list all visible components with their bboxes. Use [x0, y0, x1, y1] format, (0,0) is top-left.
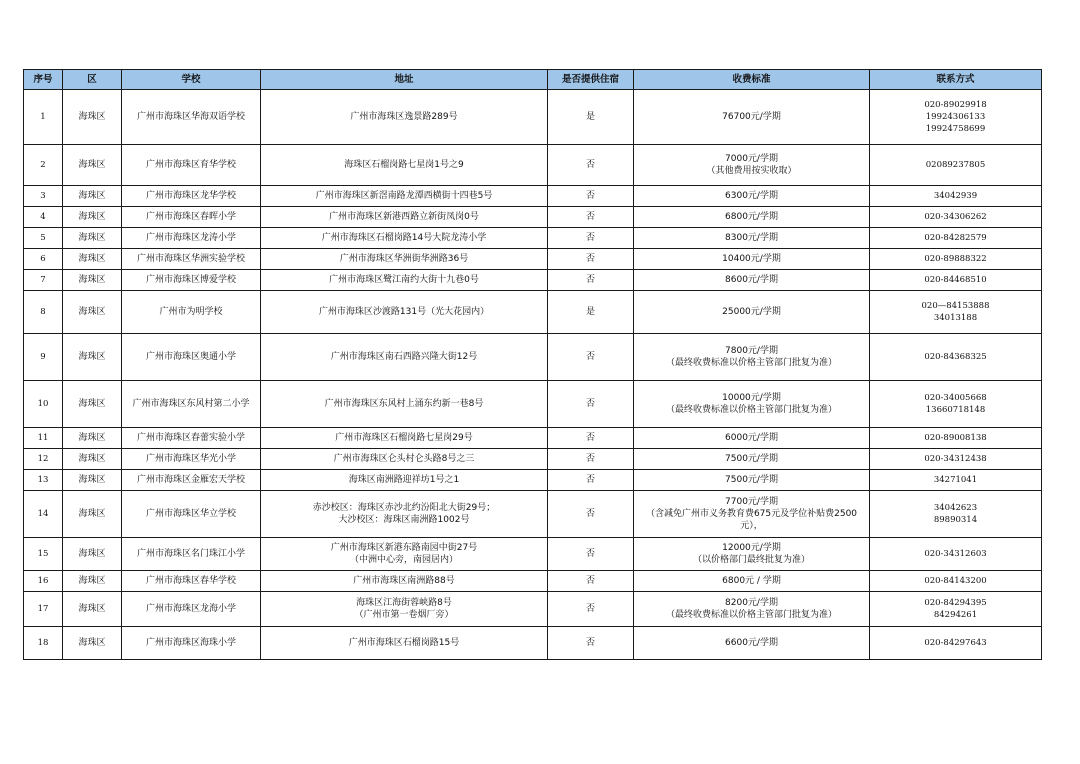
cell-district: 海珠区	[63, 90, 122, 145]
cell-fee: 7500元/学期	[634, 470, 870, 491]
cell-lodging: 否	[548, 249, 634, 270]
table-row	[24, 381, 1042, 428]
cell-district: 海珠区	[63, 145, 122, 186]
cell-contact: 020-34306262	[870, 207, 1042, 228]
cell-lodging: 否	[548, 627, 634, 660]
table-row	[24, 491, 1042, 538]
cell-district: 海珠区	[63, 449, 122, 470]
cell-no: 6	[24, 249, 63, 270]
cell-no: 16	[24, 571, 63, 592]
cell-no: 14	[24, 491, 63, 538]
cell-lodging: 否	[548, 228, 634, 249]
cell-no: 11	[24, 428, 63, 449]
cell-lodging: 否	[548, 449, 634, 470]
cell-lodging: 否	[548, 571, 634, 592]
cell-lodging: 是	[548, 90, 634, 145]
cell-school: 广州市海珠区华光小学	[122, 449, 261, 470]
cell-district: 海珠区	[63, 428, 122, 449]
cell-address: 广州市海珠区新滘南路龙潭西横街十四巷5号	[261, 186, 548, 207]
cell-contact: 020-84143200	[870, 571, 1042, 592]
cell-no: 1	[24, 90, 63, 145]
cell-lodging: 否	[548, 381, 634, 428]
cell-lodging: 否	[548, 592, 634, 627]
cell-district: 海珠区	[63, 334, 122, 381]
table-row	[24, 145, 1042, 186]
cell-district: 海珠区	[63, 491, 122, 538]
cell-fee: 8200元/学期 （最终收费标准以价格主管部门批复为准）	[634, 592, 870, 627]
cell-school: 广州市海珠区华立学校	[122, 491, 261, 538]
cell-lodging: 否	[548, 186, 634, 207]
cell-district: 海珠区	[63, 207, 122, 228]
cell-no: 8	[24, 291, 63, 334]
cell-fee: 7700元/学期 （含减免广州市义务教育费675元及学位补贴费2500元），	[634, 491, 870, 538]
cell-contact: 020-84468510	[870, 270, 1042, 291]
cell-address: 广州市海珠区华洲街华洲路36号	[261, 249, 548, 270]
cell-school: 广州市为明学校	[122, 291, 261, 334]
cell-fee: 6600元/学期	[634, 627, 870, 660]
table-row	[24, 470, 1042, 491]
cell-address: 广州市海珠区逸景路289号	[261, 90, 548, 145]
cell-school: 广州市海珠区龙华学校	[122, 186, 261, 207]
cell-district: 海珠区	[63, 538, 122, 571]
cell-no: 2	[24, 145, 63, 186]
cell-no: 7	[24, 270, 63, 291]
header-address: 地址	[261, 70, 548, 90]
table-row	[24, 291, 1042, 334]
school-fee-table-page	[23, 69, 1041, 660]
table-row	[24, 249, 1042, 270]
cell-district: 海珠区	[63, 627, 122, 660]
cell-no: 17	[24, 592, 63, 627]
cell-address: 海珠区南洲路迎祥坊1号之1	[261, 470, 548, 491]
cell-address: 广州市海珠区石榴岗路七星岗29号	[261, 428, 548, 449]
cell-no: 15	[24, 538, 63, 571]
cell-school: 广州市海珠区春晖小学	[122, 207, 261, 228]
cell-contact: 020-89029918 19924306133 19924758699	[870, 90, 1042, 145]
cell-no: 9	[24, 334, 63, 381]
cell-district: 海珠区	[63, 381, 122, 428]
cell-contact: 02089237805	[870, 145, 1042, 186]
cell-address: 广州市海珠区南石西路兴隆大街12号	[261, 334, 548, 381]
cell-school: 广州市海珠区华海双语学校	[122, 90, 261, 145]
cell-school: 广州市海珠区东风村第二小学	[122, 381, 261, 428]
cell-fee: 76700元/学期	[634, 90, 870, 145]
cell-no: 5	[24, 228, 63, 249]
school-fee-table	[23, 69, 1042, 660]
cell-address: 广州市海珠区鹭江南约大街十九巷0号	[261, 270, 548, 291]
cell-contact: 020-84294395 84294261	[870, 592, 1042, 627]
cell-lodging: 否	[548, 207, 634, 228]
cell-address: 广州市海珠区仑头村仑头路8号之三	[261, 449, 548, 470]
cell-no: 12	[24, 449, 63, 470]
cell-fee: 10000元/学期 （最终收费标准以价格主管部门批复为准）	[634, 381, 870, 428]
cell-district: 海珠区	[63, 228, 122, 249]
table-header-row	[24, 70, 1042, 90]
table-row	[24, 571, 1042, 592]
cell-lodging: 否	[548, 145, 634, 186]
cell-school: 广州市海珠区华洲实验学校	[122, 249, 261, 270]
header-no: 序号	[24, 70, 63, 90]
cell-contact: 34042623 89890314	[870, 491, 1042, 538]
table-row	[24, 592, 1042, 627]
cell-address: 广州市海珠区新港西路立新街凤岗0号	[261, 207, 548, 228]
header-contact: 联系方式	[870, 70, 1042, 90]
cell-school: 广州市海珠区名门珠江小学	[122, 538, 261, 571]
cell-school: 广州市海珠区春华学校	[122, 571, 261, 592]
cell-fee: 7800元/学期 （最终收费标准以价格主管部门批复为准）	[634, 334, 870, 381]
table-row	[24, 627, 1042, 660]
cell-school: 广州市海珠区奥通小学	[122, 334, 261, 381]
cell-fee: 25000元/学期	[634, 291, 870, 334]
cell-no: 3	[24, 186, 63, 207]
header-lodging: 是否提供住宿	[548, 70, 634, 90]
cell-no: 18	[24, 627, 63, 660]
cell-address: 海珠区石榴岗路七星岗1号之9	[261, 145, 548, 186]
cell-lodging: 否	[548, 491, 634, 538]
cell-fee: 6300元/学期	[634, 186, 870, 207]
cell-lodging: 是	[548, 291, 634, 334]
table-row	[24, 207, 1042, 228]
cell-no: 13	[24, 470, 63, 491]
cell-no: 4	[24, 207, 63, 228]
cell-address: 广州市海珠区南洲路88号	[261, 571, 548, 592]
cell-contact: 020-34312603	[870, 538, 1042, 571]
cell-district: 海珠区	[63, 470, 122, 491]
table-row	[24, 428, 1042, 449]
header-fee: 收费标准	[634, 70, 870, 90]
cell-address: 广州市海珠区新港东路南园中街27号 （中洲中心旁，南园居内）	[261, 538, 548, 571]
cell-address: 广州市海珠区石榴岗路15号	[261, 627, 548, 660]
cell-district: 海珠区	[63, 592, 122, 627]
cell-address: 赤沙校区：海珠区赤沙北约汾阳北大街29号； 大沙校区：海珠区南洲路1002号	[261, 491, 548, 538]
table-row	[24, 186, 1042, 207]
cell-fee: 8600元/学期	[634, 270, 870, 291]
cell-address: 广州市海珠区石榴岗路14号大院龙涛小学	[261, 228, 548, 249]
header-school: 学校	[122, 70, 261, 90]
table-row	[24, 270, 1042, 291]
cell-fee: 12000元/学期 （以价格部门最终批复为准）	[634, 538, 870, 571]
cell-district: 海珠区	[63, 270, 122, 291]
cell-school: 广州市海珠区龙海小学	[122, 592, 261, 627]
cell-contact: 020-89008138	[870, 428, 1042, 449]
cell-lodging: 否	[548, 470, 634, 491]
cell-contact: 020-84282579	[870, 228, 1042, 249]
table-row	[24, 449, 1042, 470]
cell-school: 广州市海珠区海珠小学	[122, 627, 261, 660]
cell-contact: 34271041	[870, 470, 1042, 491]
cell-district: 海珠区	[63, 186, 122, 207]
cell-lodging: 否	[548, 270, 634, 291]
cell-fee: 6000元/学期	[634, 428, 870, 449]
cell-school: 广州市海珠区金雁宏天学校	[122, 470, 261, 491]
cell-lodging: 否	[548, 538, 634, 571]
table-row	[24, 538, 1042, 571]
table-row	[24, 228, 1042, 249]
cell-address: 广州市海珠区东风村上涌东约新一巷8号	[261, 381, 548, 428]
cell-fee: 6800元 / 学期	[634, 571, 870, 592]
cell-fee: 7000元/学期 （其他费用按实收取）	[634, 145, 870, 186]
cell-school: 广州市海珠区育华学校	[122, 145, 261, 186]
cell-fee: 10400元/学期	[634, 249, 870, 270]
cell-fee: 8300元/学期	[634, 228, 870, 249]
cell-lodging: 否	[548, 428, 634, 449]
cell-address: 广州市海珠区沙渡路131号（光大花园内）	[261, 291, 548, 334]
table-row	[24, 334, 1042, 381]
cell-school: 广州市海珠区博爱学校	[122, 270, 261, 291]
cell-contact: 020-34005668 13660718148	[870, 381, 1042, 428]
cell-fee: 6800元/学期	[634, 207, 870, 228]
cell-fee: 7500元/学期	[634, 449, 870, 470]
cell-district: 海珠区	[63, 291, 122, 334]
cell-contact: 34042939	[870, 186, 1042, 207]
cell-contact: 020-84297643	[870, 627, 1042, 660]
table-row	[24, 90, 1042, 145]
cell-contact: 020—84153888 34013188	[870, 291, 1042, 334]
header-district: 区	[63, 70, 122, 90]
cell-no: 10	[24, 381, 63, 428]
cell-school: 广州市海珠区春蕾实验小学	[122, 428, 261, 449]
cell-district: 海珠区	[63, 571, 122, 592]
cell-contact: 020-34312438	[870, 449, 1042, 470]
cell-contact: 020-89888322	[870, 249, 1042, 270]
cell-address: 海珠区江海街蓉峡路8号 （广州市第一卷烟厂旁）	[261, 592, 548, 627]
cell-school: 广州市海珠区龙涛小学	[122, 228, 261, 249]
cell-contact: 020-84368325	[870, 334, 1042, 381]
cell-lodging: 否	[548, 334, 634, 381]
cell-district: 海珠区	[63, 249, 122, 270]
